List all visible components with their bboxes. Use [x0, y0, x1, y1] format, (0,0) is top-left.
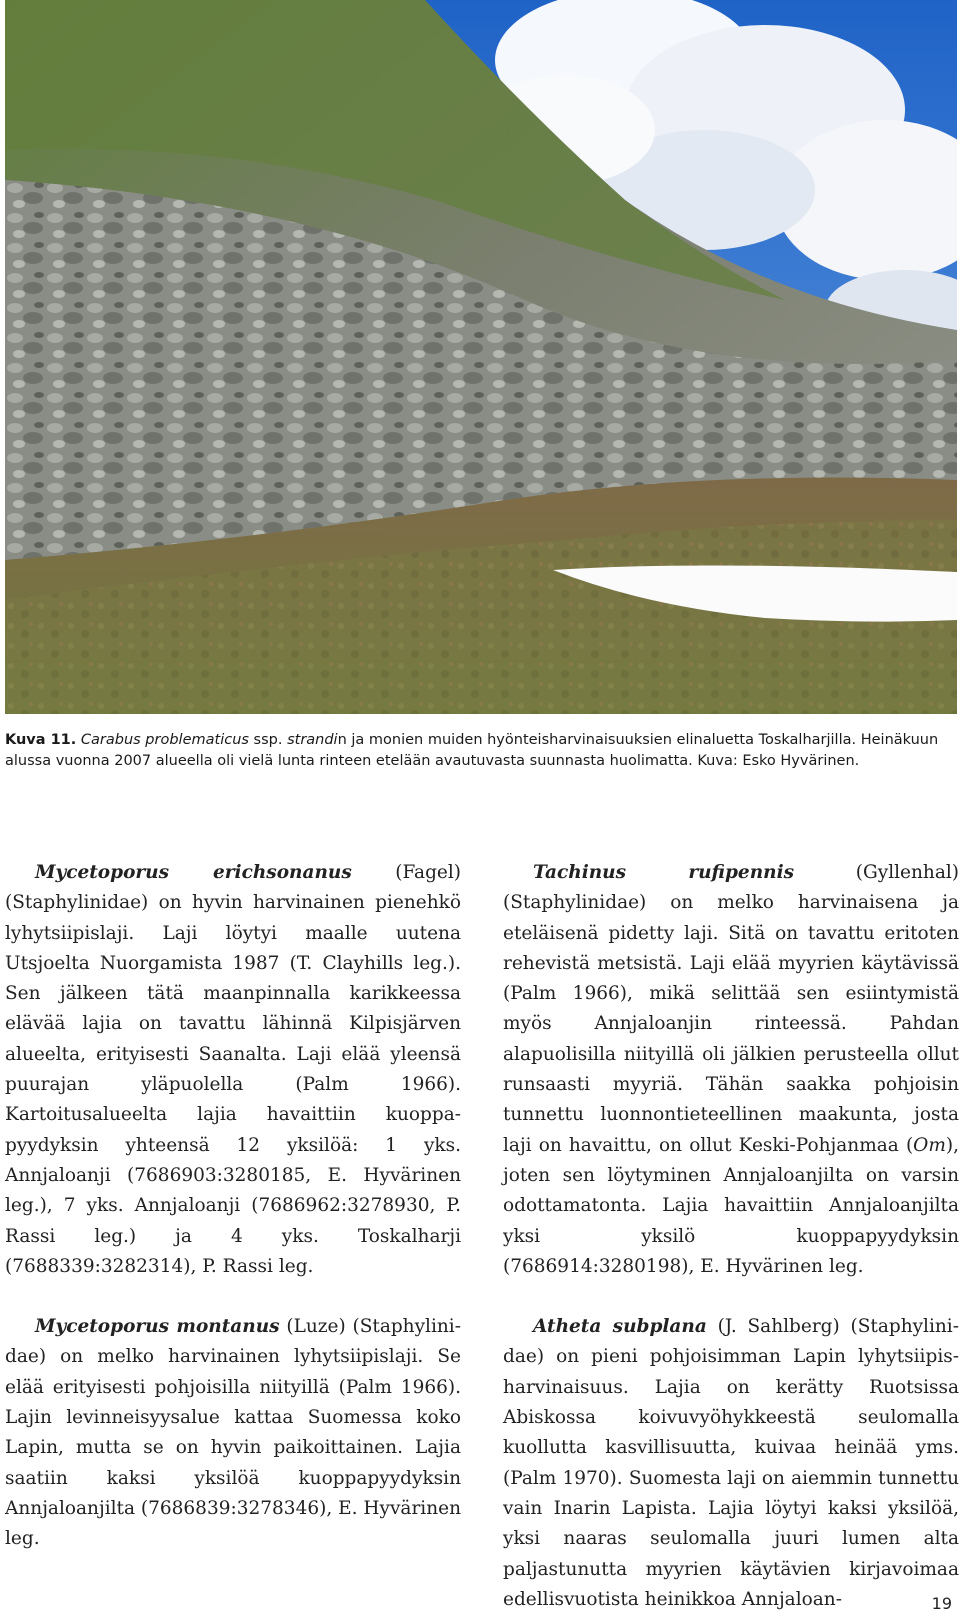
paragraph-text: (Luze) (Staphylinidae) on melko harvinainen lyhytsiipislaji. Se elää erityisesti pohjoisilla niityillä (Palm 1966). Lajin levinneisyysalue kattaa Suomessa koko Lapin, mutta se on hyvin paikoittainen. Lajia saatiin kaksi yksilöä kuoppapyydyksin Annjaloanjilta (7686839:3278346), E. Hyvärinen leg. [5, 1316, 461, 1550]
paragraph-text: (Gyllenhal) (Staphylinidae) on melko harvinaisena ja eteläisenä pidetty laji. Sitä on tavattu eritoten rehevistä metsistä. Laji elää myyrien käytävissä (Palm 1966), mikä selittää sen esiintymistä myös Annjaloanjin rinteessä. Pahdan alapuolisilla niityillä oli jälkien perusteella ollut runsaasti myyriä. Tähän saakka pohjoisin tunnettu luonnontieteellinen maakunta, josta laji on havaittu, on ollut Keski-Pohjanmaa ( [503, 862, 960, 1156]
caption-ssp: ssp. [248, 732, 288, 748]
paragraph-text-cont: ), joten sen löytyminen Annjaloanjilta on varsin odottamatonta. Lajia havaittiin Annjaloanjilta yksi yksilö kuoppapyydyksin (7686914:3280198), E. Hyvärinen leg. [503, 1134, 959, 1277]
species-name: Mycetoporus erichsonanus [35, 862, 352, 883]
province-code: Om [913, 1134, 946, 1156]
paragraph-text: (J. Sahlberg) (Staphylinidae) on pieni pohjoisimman Lapin lyhytsiipisharvinaisuus. Lajia on kerätty Ruotsissa Abiskossa koivuvyöhykkeestä seulomalla kuollutta kasvillisuutta, kuivaa heinää yms. (Palm 1970). Suomesta laji on aiemmin tunnettu vain Inarin Lapista. Lajia löytyi kaksi yksilöä, yksi naaras seulomalla juuri lumen alta paljastunutta myyrien käytävien kirjavoimaa edellisvuotista heinikkoa Annjaloan- [503, 1316, 959, 1610]
species-name: Atheta subplana [533, 1316, 707, 1338]
photo-illustration [5, 0, 957, 714]
paragraph-mycetoporus-erichsonanus [5, 858, 461, 1282]
caption-subspecies: strandi [287, 732, 338, 748]
paragraph-text: (Fagel) (Staphylinidae) on hyvin harvinainen pienehkö lyhytsiipislaji. Laji löytyi maalle uutena Utsjoelta Nuorgamista 1987 (T. Clayhills leg.). Sen jälkeen tätä maanpinnalla karikkeessa elävää lajia on tavattu lähinnä Kilpisjärven alueelta, erityisesti Saanalta. Laji elää yleensä puurajan yläpuolella (Palm 1966). Kartoitusalueelta lajia havaittiin kuoppapyydyksin yhteensä 12 yksilöä: 1 yks. Annjaloanji (7686903:3280185, E. Hyvärinen leg.), 7 yks. Annjaloanji (7686962:3278930, P. Rassi leg.) ja 4 yks. Toskalharji (7688339:3282314), P. Rassi leg. [5, 862, 462, 1277]
paragraph-atheta-subplana [503, 1312, 959, 1615]
left-column [5, 858, 461, 1555]
caption-text-1: n ja monien muiden hyönteisharvinaisuuksien elinaluetta Toskalharjilla. [337, 732, 857, 748]
species-name: Tachinus rufipennis [533, 862, 795, 883]
caption-species: Carabus problematicus [80, 732, 249, 748]
figure-caption [5, 730, 955, 772]
paragraph-tachinus-rufipennis [503, 858, 959, 1282]
species-name: Mycetoporus montanus [35, 1316, 280, 1338]
page-number: 19 [931, 1594, 952, 1613]
caption-text-2: Heinäkuun alussa vuonna 2007 alueella oli vielä lunta rinteen etelään avautuvasta suunnasta huolimatta. Kuva: Esko Hyvärinen. [5, 732, 939, 769]
caption-label: Kuva 11. [5, 732, 77, 748]
paragraph-mycetoporus-montanus [5, 1312, 461, 1554]
tundra-hillside-photo [5, 0, 957, 714]
right-column [503, 858, 959, 1615]
